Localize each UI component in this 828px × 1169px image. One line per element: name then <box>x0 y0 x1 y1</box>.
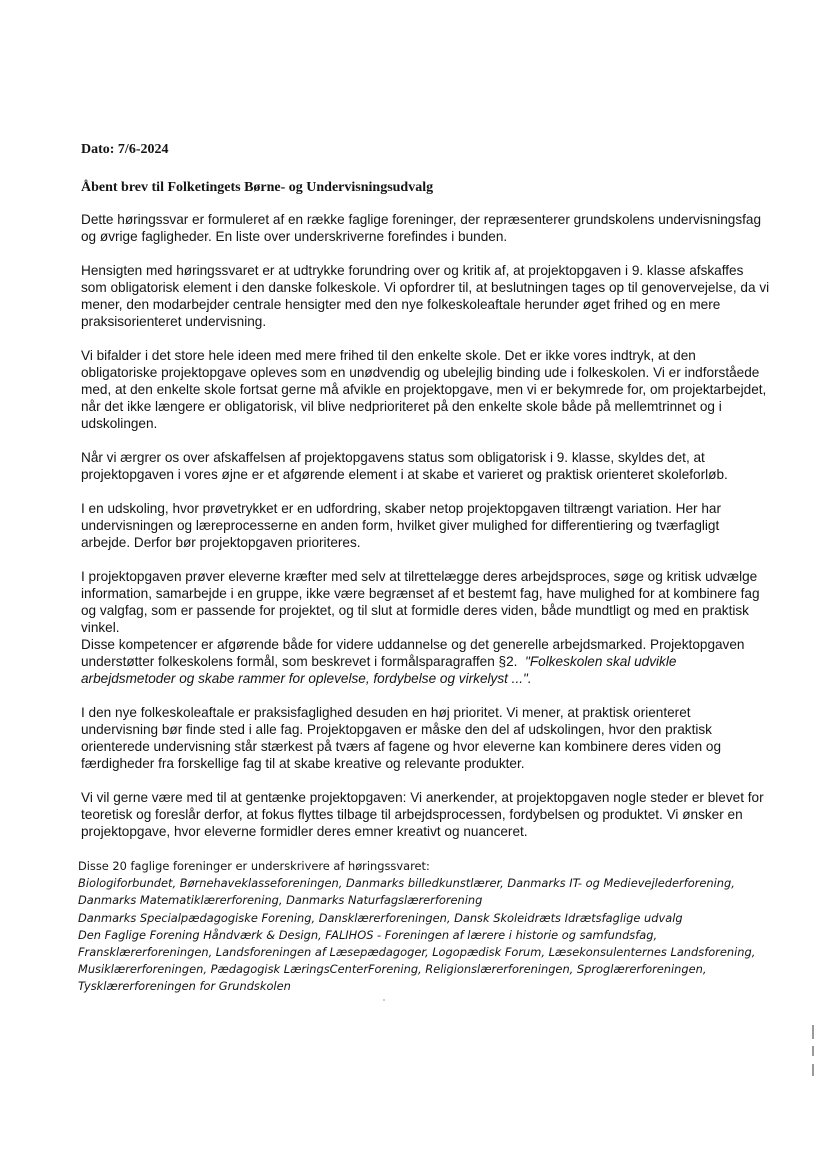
paragraph: Vi bifalder i det store hele ideen med mere frihed til den enkelte skole. Det er ikke vores indtryk, at den obligatoriske projektopgave opleves som en unødvendig og ubelejlig binding ude i folkeskolen. Vi er indforståede med, at den enkelte skole fortsat gerne må afvikle en projektopgave, men vi er bekymrede for, om projektarbejdet, når det ikke længere er obligatorisk, vil blive nedprioriteret på den enkelte skole både på mellemtrinnet og i udskolingen. <box>81 348 767 431</box>
scan-artifact <box>383 999 385 1001</box>
letter-date: Dato: 7/6-2024 <box>81 142 169 157</box>
signers-line: Danmarks Matematiklærerforening, Danmarks Naturfagslærerforening <box>78 893 483 908</box>
signers-list <box>78 875 778 995</box>
signers-line: Tysklærerforeningen for Grundskolen <box>78 979 291 994</box>
signers-line: Danmarks Specialpædagogiske Forening, Dansklærerforeningen, Dansk Skoleidræts Idrætsfaglige udvalg <box>78 910 683 925</box>
signers-line: Musiklærerforeningen, Pædagogisk LæringsCenterForening, Religionslærerforeningen, Sproglærerforeningen, <box>78 962 707 977</box>
scan-artifact <box>812 1025 814 1039</box>
letter-title: Åbent brev til Folketingets Børne- og Undervisningsudvalg <box>81 180 434 195</box>
letter-body <box>81 211 771 857</box>
paragraph: I en udskoling, hvor prøvetrykket er en udfordring, skaber netop projektopgaven tiltrængt variation. Her har undervisningen og læreprocesserne en anden form, hvilket giver mulighed for differentiering og tværfagligt arbejde. Derfor bør projektopgaven prioriteres. <box>81 501 721 550</box>
paragraph: I projektopgaven prøver eleverne kræfter med selv at tilrettelægge deres arbejdsproces, søge og kritisk udvælge information, samarbejde i en gruppe, ikke være begrænset af et bestemt fag, have mulighed for at kombinere fag og valgfag, som er passende for projektet, og til slut at formidle deres viden, både mundtligt og med en praktisk vinkel. <box>81 569 760 635</box>
paragraph: I den nye folkeskoleaftale er praksisfaglighed desuden en høj prioritet. Vi mener, at praktisk orienteret undervisning bør finde sted i alle fag. Projektopgaven er måske den del af udskolingen, hvor den praktisk orienterede undervisning står stærkest på tværs af fagene og hvor eleverne kan kombinere deres viden og færdigheder fra forskellige fag til at skabe kreative og relevante produkter. <box>81 705 722 771</box>
competence-text: Disse kompetencer er afgørende både for videre uddannelse og det generelle arbejdsmarked. Projektopgaven understøtter folkeskolens formål, som beskrevet i formålsparagraffen §2. <box>81 637 745 669</box>
scan-artifact <box>812 1046 814 1056</box>
signers-intro: Disse 20 faglige foreninger er underskrivere af høringssvaret: <box>78 859 430 873</box>
signers-line: Biologiforbundet, Børnehaveklasseforeningen, Danmarks billedkunstlærer, Danmarks IT- og Medievejlederforening, <box>78 876 735 891</box>
signers-line: Fransklærerforeningen, Landsforeningen af Læsepædagoger, Logopædisk Forum, Læsekonsulenternes Landsforening, <box>78 945 756 960</box>
paragraph-competences <box>81 636 771 687</box>
signers-line: Den Faglige Forening Håndværk & Design, FALIHOS - Foreningen af lærere i historie og samfundsfag, <box>78 927 658 942</box>
paragraph: Hensigten med høringssvaret er at udtrykke forundring over og kritik af, at projektopgaven i 9. klasse afskaffes som obligatorisk element i den danske folkeskole. Vi opfordrer til, at beslutningen tages op til genovervejelse, da vi mener, den modarbejder centrale hensigter med den nye folkeskoleaftale herunder øget frihed og en mere praksisorienteret undervisning. <box>81 263 770 329</box>
paragraph: Dette høringssvar er formuleret af en række faglige foreninger, der repræsenterer grundskolens undervisningsfag og øvrige fagligheder. En liste over underskriverne forefindes i bunden. <box>81 212 762 244</box>
signers-section <box>78 858 778 996</box>
paragraph: Når vi ærgrer os over afskaffelsen af projektopgavens status som obligatorisk i 9. klasse, skyldes det, at projektopgaven i vores øjne er et afgørende element i at skabe et varieret og praktisk orienteret skoleforløb. <box>81 450 728 482</box>
purpose-quote: "Folkeskolen skal udvikle arbejdsmetoder og skabe rammer for oplevelse, fordybelse og virkelyst ...". <box>81 654 677 686</box>
paragraph: Vi vil gerne være med til at gentænke projektopgaven: Vi anerkender, at projektopgaven nogle steder er blevet for teoretisk og foreslår derfor, at fokus flyttes tilbage til arbejdsprocessen, fordybelsen og produktet. Vi ønsker en projektopgave, hvor eleverne formidler deres emner kreativt og nuanceret. <box>81 790 764 839</box>
scan-artifact <box>812 1064 814 1076</box>
